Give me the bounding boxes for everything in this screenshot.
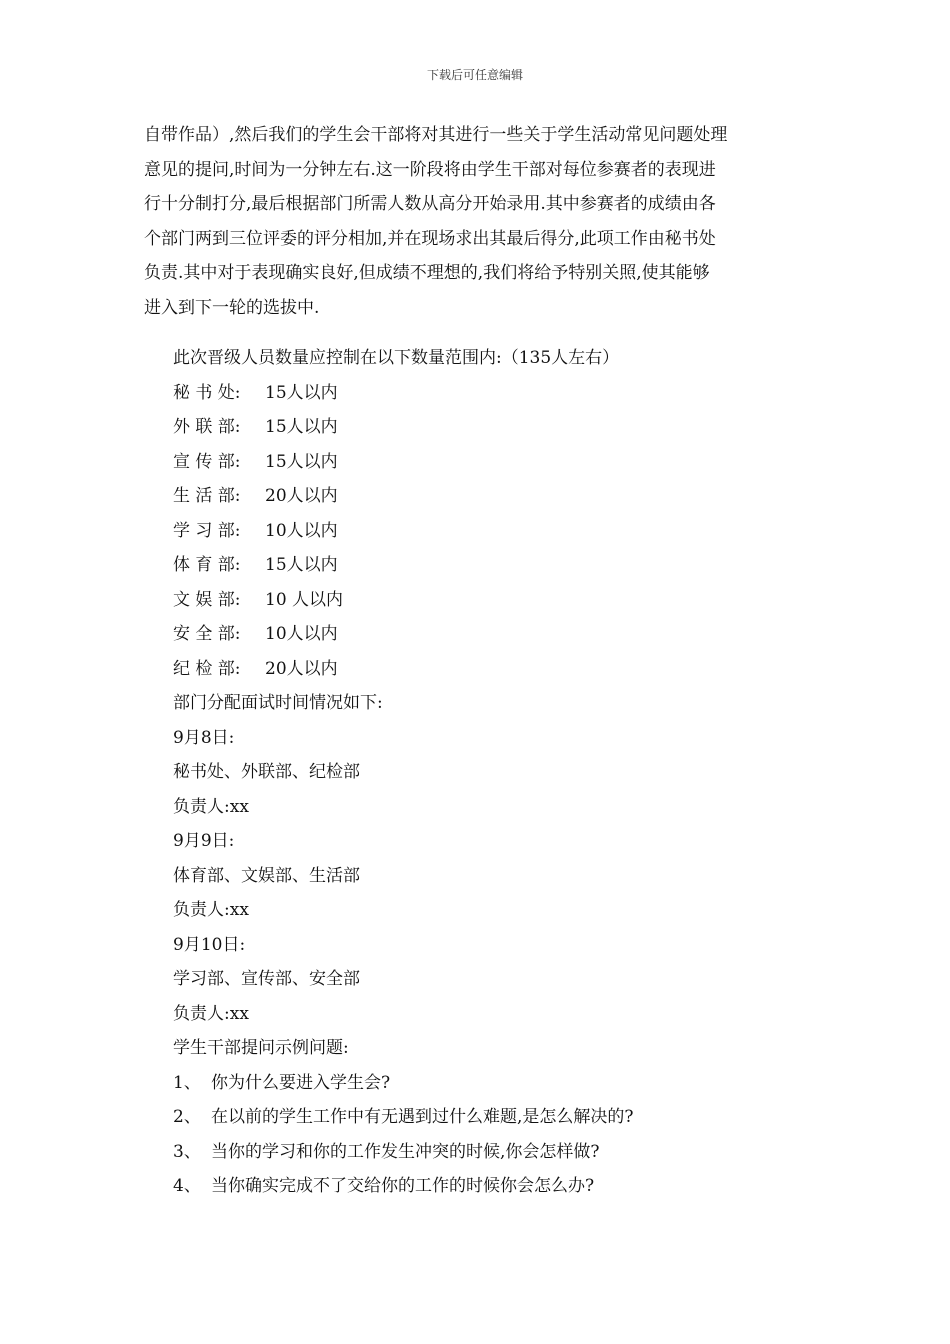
paragraph-line: 个部门两到三位评委的评分相加,并在现场求出其最后得分,此项工作由秘书处 (144, 228, 716, 249)
question-item (173, 1140, 600, 1164)
schedule-lead: 负责人:xx (173, 1004, 249, 1024)
schedule-lead: 负责人:xx (173, 900, 249, 920)
quota-row (173, 588, 343, 612)
page-header: 下载后可任意编辑 (426, 68, 523, 82)
quota-intro: 此次晋级人员数量应控制在以下数量范围内:（135人左右） (173, 348, 620, 368)
quota-dept: 生 活 部: (173, 486, 241, 506)
quota-count: 20人以内 (265, 486, 338, 506)
quota-row (173, 553, 338, 577)
schedule-date: 9月8日: (173, 728, 235, 748)
quota-row (173, 381, 338, 405)
schedule-intro: 部门分配面试时间情况如下: (173, 693, 383, 713)
quota-dept: 宣 传 部: (173, 452, 241, 472)
question-text: 当你确实完成不了交给你的工作的时候你会怎么办? (211, 1176, 595, 1196)
question-number: 3、 (173, 1142, 201, 1162)
quota-dept: 外 联 部: (173, 417, 241, 437)
quota-count: 10人以内 (265, 624, 338, 644)
quota-dept: 体 育 部: (173, 555, 241, 575)
quota-count: 15人以内 (265, 383, 338, 403)
question-item (173, 1105, 634, 1129)
quota-row (173, 622, 338, 646)
question-text: 当你的学习和你的工作发生冲突的时候,你会怎样做? (211, 1142, 600, 1162)
quota-row (173, 450, 338, 474)
paragraph-line: 意见的提问,时间为一分钟左右.这一阶段将由学生干部对每位参赛者的表现进 (144, 159, 716, 180)
schedule-depts: 体育部、文娱部、生活部 (173, 866, 360, 886)
quota-dept: 秘 书 处: (173, 383, 241, 403)
questions-intro: 学生干部提问示例问题: (173, 1038, 349, 1058)
question-number: 2、 (173, 1107, 201, 1127)
question-number: 4、 (173, 1176, 201, 1196)
schedule-date: 9月10日: (173, 935, 246, 955)
paragraph-line: 负责.其中对于表现确实良好,但成绩不理想的,我们将给予特别关照,使其能够 (144, 263, 710, 284)
quota-row (173, 519, 338, 543)
question-text: 你为什么要进入学生会? (211, 1073, 391, 1093)
quota-dept: 文 娱 部: (173, 590, 241, 610)
quota-row (173, 415, 338, 439)
paragraph-line: 自带作品）,然后我们的学生会干部将对其进行一些关于学生活动常见问题处理 (144, 125, 728, 145)
quota-count: 15人以内 (265, 452, 338, 472)
question-item (173, 1174, 594, 1198)
quota-dept: 纪 检 部: (173, 659, 241, 679)
schedule-lead: 负责人:xx (173, 797, 249, 817)
schedule-date: 9月9日: (173, 831, 235, 851)
quota-count: 15人以内 (265, 555, 338, 575)
quota-count: 20人以内 (265, 659, 338, 679)
question-item (173, 1071, 390, 1095)
quota-count: 10 人以内 (265, 590, 344, 610)
quota-dept: 安 全 部: (173, 624, 241, 644)
schedule-depts: 学习部、宣传部、安全部 (173, 969, 360, 989)
paragraph-line: 行十分制打分,最后根据部门所需人数从高分开始录用.其中参赛者的成绩由各 (144, 194, 716, 215)
paragraph-line: 进入到下一轮的选拔中. (144, 297, 320, 318)
intro-paragraph (144, 118, 809, 326)
quota-row (173, 657, 338, 681)
quota-count: 10人以内 (265, 521, 338, 541)
quota-row (173, 484, 338, 508)
quota-count: 15人以内 (265, 417, 338, 437)
schedule-depts: 秘书处、外联部、纪检部 (173, 762, 360, 782)
question-number: 1、 (173, 1073, 201, 1093)
quota-dept: 学 习 部: (173, 521, 241, 541)
question-text: 在以前的学生工作中有无遇到过什么难题,是怎么解决的? (211, 1107, 634, 1127)
